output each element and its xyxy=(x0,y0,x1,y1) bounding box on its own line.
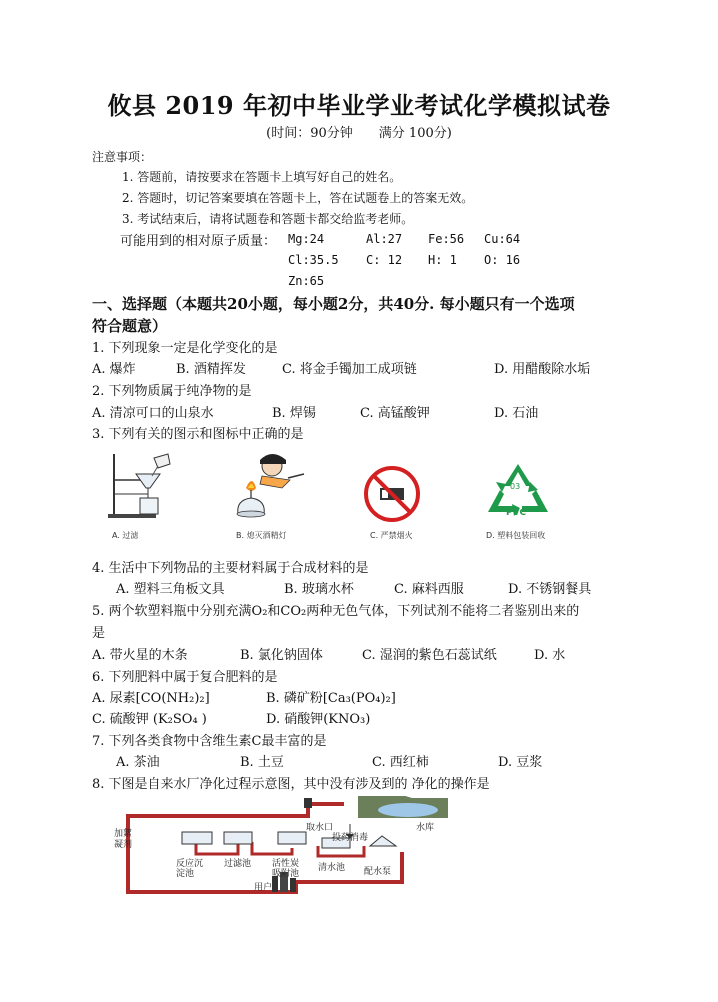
notice-header: 注意事项： xyxy=(92,150,153,164)
option-b: B. 酒精挥发 xyxy=(176,362,246,377)
atomic-mass: H: 1 xyxy=(428,253,457,267)
option-c: C. 硫酸钾 (K₂SO₄ ) xyxy=(92,712,207,727)
option-b: B. 氯化钠固体 xyxy=(240,648,323,663)
option-b: B. 土豆 xyxy=(240,755,284,770)
figure-caption: D. 塑料包装回收 xyxy=(486,531,546,540)
atomic-mass: Al:27 xyxy=(366,232,403,246)
flow-label: 投药消毒 xyxy=(332,833,369,843)
recycle-label: PVC xyxy=(506,508,527,518)
figure-caption: A. 过滤 xyxy=(112,531,139,540)
option-b: B. 玻璃水杯 xyxy=(284,582,354,597)
flow-label: 淀池 xyxy=(176,869,195,879)
option-c: C. 将金手镯加工成项链 xyxy=(282,362,417,377)
option-d: D. 硝酸钾(KNO₃) xyxy=(266,712,371,727)
option-d: D. 不锈钢餐具 xyxy=(508,582,592,597)
option-d: D. 豆浆 xyxy=(498,755,543,770)
flow-label: 配水泵 xyxy=(364,867,392,877)
flow-label: 清水池 xyxy=(318,863,346,873)
atomic-mass: O: 16 xyxy=(484,253,521,267)
atomic-mass: C: 12 xyxy=(366,253,403,267)
flow-label: 加絮 xyxy=(114,829,133,839)
atomic-mass: Fe:56 xyxy=(428,232,465,246)
notice-item: 1. 答题前，请按要求在答题卡上填写好自己的姓名。 xyxy=(122,170,402,184)
flow-label: 水库 xyxy=(416,823,435,833)
water-treatment-diagram xyxy=(112,796,452,902)
atomic-mass: Mg:24 xyxy=(288,232,325,246)
atomic-mass: Zn:65 xyxy=(288,274,325,288)
option-a: A. 带火星的木条 xyxy=(92,648,188,663)
atomic-mass: Cu:64 xyxy=(484,232,521,246)
option-a: A. 爆炸 xyxy=(92,362,136,377)
question-stem: 3. 下列有关的图示和图标中正确的是 xyxy=(92,427,304,442)
option-d: D. 用醋酸除水垢 xyxy=(494,362,591,377)
question-stem: 1. 下列现象一定是化学变化的是 xyxy=(92,341,278,356)
flow-label: 过滤池 xyxy=(224,859,252,869)
option-c: C. 湿润的紫色石蕊试纸 xyxy=(362,648,497,663)
option-a: A. 塑料三角板文具 xyxy=(116,582,225,597)
figure-caption: B. 熄灭酒精灯 xyxy=(236,531,287,540)
alcohol-lamp-figure xyxy=(232,448,312,530)
question-stem: 4. 生活中下列物品的主要材料属于合成材料的是 xyxy=(92,561,369,576)
option-a: A. 尿素[CO(NH₂)₂] xyxy=(92,691,210,706)
question-stem-cont: 是 xyxy=(92,626,106,641)
option-c: C. 麻料西服 xyxy=(394,582,464,597)
option-c: C. 高锰酸钾 xyxy=(360,406,430,421)
question-stem: 7. 下列各类食物中含维生素C最丰富的是 xyxy=(92,734,327,749)
option-b: B. 焊锡 xyxy=(272,406,316,421)
figure-caption: C. 严禁烟火 xyxy=(370,531,413,540)
question-stem: 5. 两个软塑料瓶中分别充满O₂和CO₂两种无色气体，下列试剂不能将二者鉴别出来的 xyxy=(92,604,580,619)
atomic-mass-label: 可能用到的相对原子质量： xyxy=(120,234,277,249)
option-a: A. 清凉可口的山泉水 xyxy=(92,406,214,421)
option-c: C. 西红柿 xyxy=(372,755,429,770)
recycle-code: 03 xyxy=(510,482,521,491)
no-fire-icon xyxy=(362,464,422,524)
option-a: A. 茶油 xyxy=(116,755,160,770)
notice-item: 2. 答题时，切记答案要填在答题卡上，答在试题卷上的答案无效。 xyxy=(122,191,474,205)
flow-label: 活性炭 xyxy=(272,859,300,869)
option-d: D. 水 xyxy=(534,648,566,663)
exam-title: 攸县 2019 年初中毕业学业考试化学模拟试卷 xyxy=(107,91,611,120)
flow-label: 反应沉 xyxy=(176,859,204,869)
section-heading-cont: 符合题意） xyxy=(92,317,168,335)
flow-label: 用户 xyxy=(254,883,273,893)
option-b: B. 磷矿粉[Ca₃(PO₄)₂] xyxy=(266,691,396,706)
notice-item: 3. 考试结束后，请将试题卷和答题卡都交给监考老师。 xyxy=(122,212,414,226)
question-stem: 2. 下列物质属于纯净物的是 xyxy=(92,384,252,399)
flow-label: 取水口 xyxy=(306,823,334,833)
option-d: D. 石油 xyxy=(494,406,539,421)
question-stem: 6. 下列肥料中属于复合肥料的是 xyxy=(92,670,278,685)
flow-label: 吸附池 xyxy=(272,869,300,879)
flow-label: 凝剂 xyxy=(114,840,133,850)
filtration-figure xyxy=(108,450,188,530)
exam-subtitle: (时间：90分钟 满分 100分) xyxy=(266,126,452,141)
atomic-mass: Cl:35.5 xyxy=(288,253,339,267)
section-heading: 一、选择题（本题共20小题，每小题2分，共40分. 每小题只有一个选项 xyxy=(92,295,575,313)
question-stem: 8. 下图是自来水厂净化过程示意图，其中没有涉及到的 净化的操作是 xyxy=(92,777,490,792)
